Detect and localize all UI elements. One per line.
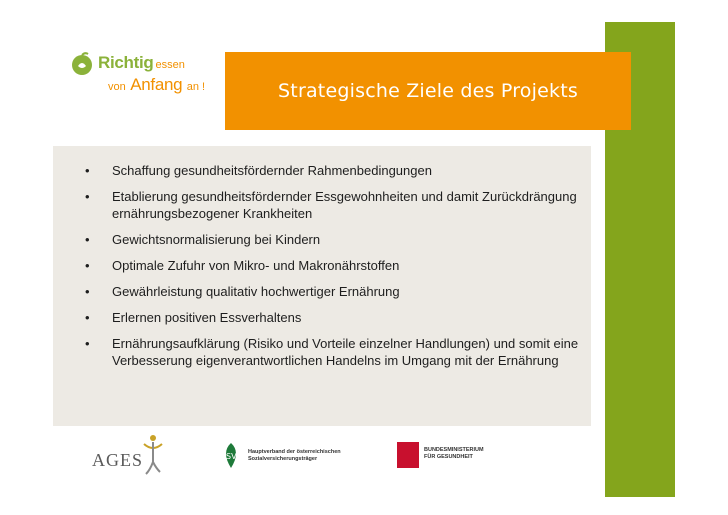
bmg-emblem-icon (397, 442, 419, 468)
bullet-marker: • (85, 189, 90, 204)
bullet-text: Ernährungsaufklärung (Risiko und Vorteile einzelner Handlungen) und somit eine Verbesserung eigenverantwortlichen Handelns im Umgang mit der Ernährung (112, 336, 579, 368)
bmg-logo (397, 442, 507, 470)
hauptverband-logo (220, 442, 360, 470)
ages-logo (92, 432, 164, 476)
richtig-essen-logo (70, 48, 230, 98)
logo-von: von (108, 81, 126, 93)
logo-an: an ! (186, 81, 206, 93)
bullet-marker: • (85, 284, 90, 299)
bullet-text: Schaffung gesundheitsfördernder Rahmenbedingungen (112, 163, 432, 178)
bullet-item (85, 162, 585, 179)
bullet-marker: • (85, 232, 90, 247)
bullet-text: Gewährleistung qualitativ hochwertiger Ernährung (112, 284, 400, 299)
slide-title: Strategische Ziele des Projekts (278, 80, 578, 102)
hauptverband-line2: Sozialversicherungsträger (248, 456, 318, 462)
bullet-marker: • (85, 336, 90, 351)
bullet-item (85, 257, 585, 274)
svg-text:SV: SV (226, 452, 237, 461)
bullet-text: Gewichtsnormalisierung bei Kindern (112, 232, 321, 247)
bullet-item (85, 231, 585, 248)
bullet-marker: • (85, 310, 90, 325)
content-panel (53, 146, 591, 426)
bullet-list (85, 162, 585, 378)
logo-essen: essen (155, 59, 185, 71)
hauptverband-leaf-icon (220, 442, 242, 470)
logo-anfang: Anfang (130, 75, 183, 94)
bullet-text: Optimale Zufuhr von Mikro- und Makronährstoffen (112, 258, 400, 273)
logo-richtig: Richtig (98, 53, 154, 72)
bullet-item (85, 283, 585, 300)
apple-icon (70, 52, 94, 76)
bullet-marker: • (85, 258, 90, 273)
bullet-item (85, 309, 585, 326)
bullet-marker: • (85, 163, 90, 178)
bullet-text: Erlernen positiven Essverhaltens (112, 310, 302, 325)
bmg-line1: BUNDESMINISTERIUM (424, 447, 484, 453)
bullet-text: Etablierung gesundheitsfördernder Essgewohnheiten und damit Zurückdrängung ernährungsbezogener Krankheiten (112, 189, 577, 221)
title-banner (225, 52, 631, 130)
bullet-item (85, 188, 585, 222)
bmg-line2: FÜR GESUNDHEIT (424, 454, 473, 460)
bullet-item (85, 335, 585, 369)
hauptverband-line1: Hauptverband der österreichischen (248, 449, 341, 455)
ages-figure-icon (142, 432, 164, 476)
ages-text: AGES (92, 450, 144, 470)
